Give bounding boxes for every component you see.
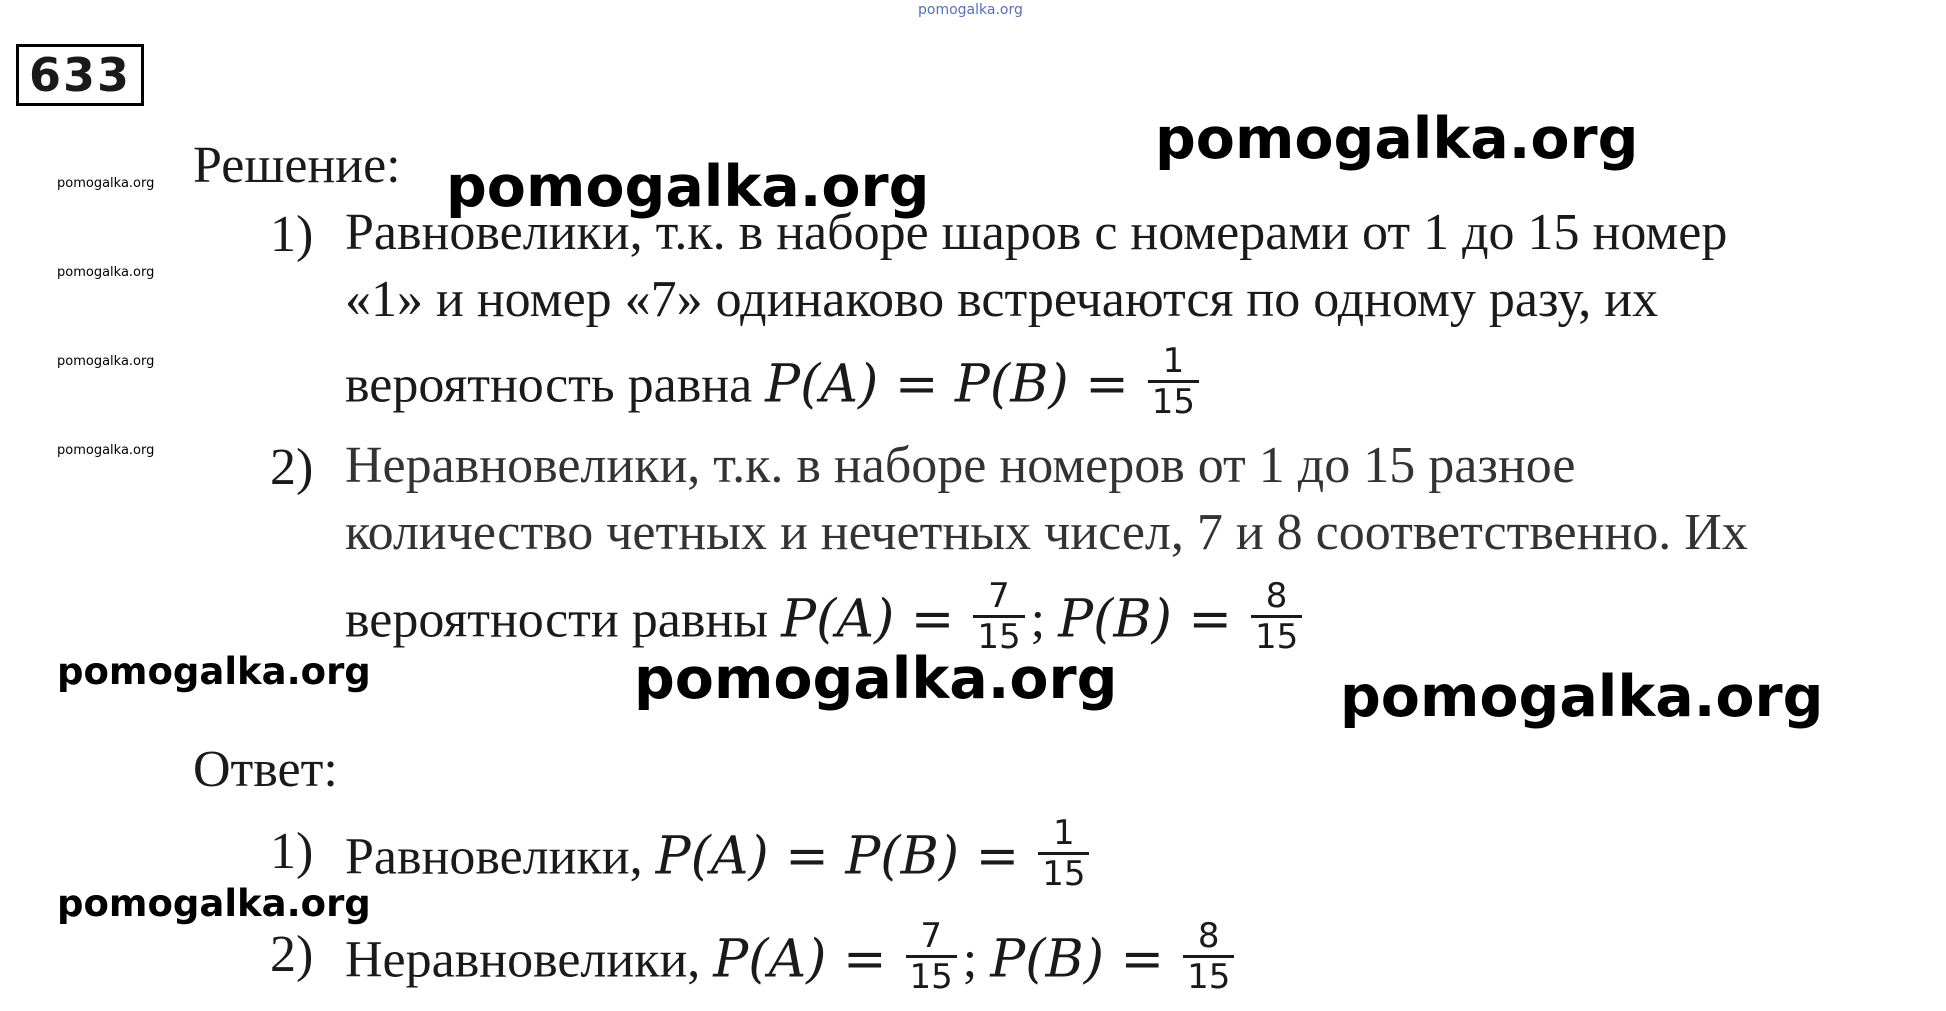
- fraction-numerator: 1: [1053, 813, 1075, 853]
- watermark-large-right: pomogalka.org: [1340, 664, 1824, 730]
- solution-item-1-formula-lhs: P(A) = P(B) =: [765, 354, 1129, 415]
- fraction-denominator: 15: [906, 955, 957, 996]
- watermark-side-2: pomogalka.org: [57, 265, 155, 280]
- solution-item-1-text: вероятность равна: [345, 356, 753, 414]
- answer-item-1-formula-lhs: P(A) = P(B) =: [655, 826, 1020, 887]
- solution-item-2-line-2: количество четных и нечетных чисел, 7 и 8 соответственно. Их: [345, 504, 1748, 561]
- answer-item-2-fraction-b: [1183, 917, 1234, 996]
- fraction-denominator: 15: [973, 615, 1024, 656]
- answer-item-1-number: 1): [270, 823, 314, 880]
- solution-heading: Решение:: [193, 137, 401, 194]
- solution-item-1-line-2: «1» и номер «7» одинаково встречаются по одному разу, их: [345, 271, 1659, 328]
- solution-item-1-fraction: [1148, 342, 1199, 421]
- solution-item-1-line-3: [345, 341, 1205, 429]
- answer-item-2-line: [345, 916, 1240, 1004]
- answer-item-2-formula-a-lhs: P(A) =: [713, 929, 887, 990]
- watermark-mid-left-2: pomogalka.org: [57, 882, 371, 925]
- answer-item-1-label: Равновелики,: [345, 828, 643, 886]
- solution-item-2-formula-b-lhs: P(B) =: [1058, 589, 1232, 650]
- fraction-denominator: 15: [1148, 380, 1199, 421]
- answer-item-2-number: 2): [270, 926, 314, 983]
- solution-item-1-line-1: Равновелики, т.к. в наборе шаров с номерами от 1 до 15 номер: [345, 204, 1728, 261]
- fraction-numerator: 8: [1265, 576, 1288, 616]
- formula-separator: ;: [1030, 591, 1046, 649]
- answer-heading: Ответ:: [193, 741, 338, 798]
- answer-item-2-fraction-a: [906, 917, 957, 996]
- fraction-numerator: 7: [920, 916, 942, 956]
- solution-item-2-number: 2): [270, 439, 314, 496]
- answer-item-2-formula-b-lhs: P(B) =: [990, 929, 1165, 990]
- answer-item-2-label: Неравновелики,: [345, 931, 701, 989]
- solution-item-2-formula-a-lhs: P(A) =: [781, 589, 955, 650]
- fraction-numerator: 1: [1162, 341, 1185, 381]
- answer-item-1-line: [345, 813, 1095, 901]
- solution-item-2-line-3: [345, 576, 1308, 664]
- problem-number: 633: [16, 44, 144, 106]
- watermark-mid-left-1: pomogalka.org: [57, 650, 371, 693]
- solution-item-1-number: 1): [270, 206, 314, 263]
- watermark-side-3: pomogalka.org: [57, 354, 155, 369]
- solution-item-2-line-1: Неравновелики, т.к. в наборе номеров от 1 до 15 разное: [345, 437, 1576, 494]
- solution-item-2-fraction-a: [973, 577, 1024, 656]
- fraction-denominator: 15: [1251, 615, 1302, 656]
- fraction-numerator: 8: [1197, 916, 1220, 956]
- fraction-numerator: 7: [988, 576, 1010, 616]
- solution-item-2-fraction-b: [1251, 577, 1302, 656]
- watermark-large-heading: pomogalka.org: [446, 154, 930, 220]
- watermark-large-center: pomogalka.org: [634, 646, 1118, 712]
- watermark-side-4: pomogalka.org: [57, 443, 155, 458]
- formula-separator: ;: [962, 931, 978, 989]
- fraction-denominator: 15: [1183, 955, 1234, 996]
- watermark-side-1: pomogalka.org: [57, 176, 155, 191]
- watermark-large-top-right: pomogalka.org: [1155, 106, 1639, 172]
- solution-item-2-text: вероятности равны: [345, 591, 769, 649]
- fraction-denominator: 15: [1038, 852, 1089, 893]
- answer-item-1-fraction: [1038, 814, 1089, 893]
- watermark-top: pomogalka.org: [918, 2, 1023, 18]
